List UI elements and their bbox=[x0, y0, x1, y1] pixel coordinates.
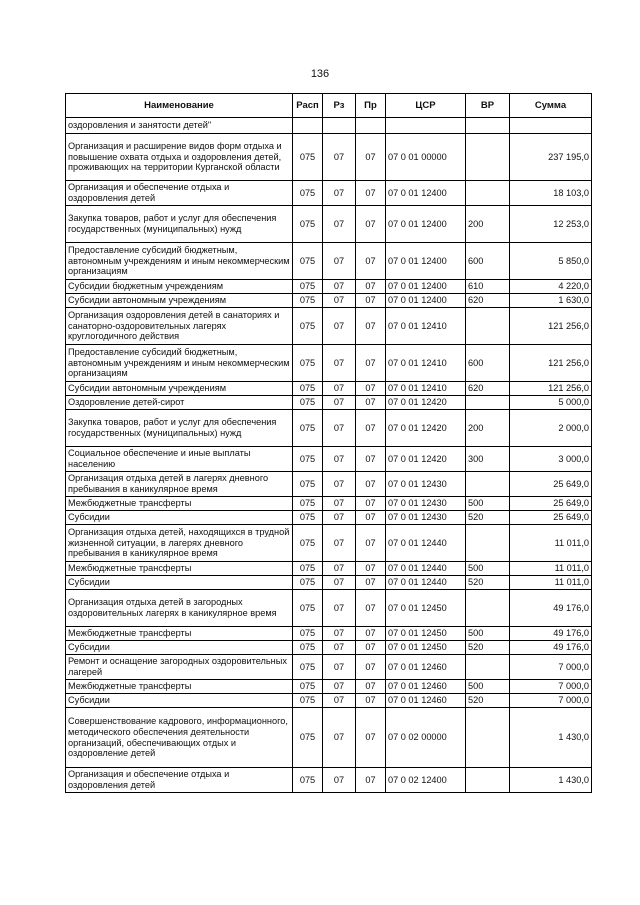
cell-pr: 07 bbox=[356, 694, 386, 708]
cell-name: Предоставление субсидий бюджетным, автономным учреждениям и иным некоммерческим организациям bbox=[66, 243, 293, 280]
cell-pr: 07 bbox=[356, 308, 386, 345]
cell-csr: 07 0 01 12450 bbox=[386, 641, 466, 655]
cell-vr bbox=[466, 181, 510, 206]
cell-name: Межбюджетные трансферты bbox=[66, 627, 293, 641]
cell-sum: 3 000,0 bbox=[510, 447, 592, 472]
cell-rz: 07 bbox=[323, 382, 356, 396]
cell-sum bbox=[510, 118, 592, 134]
cell-rz: 07 bbox=[323, 708, 356, 768]
cell-sum: 1 630,0 bbox=[510, 294, 592, 308]
cell-sum: 121 256,0 bbox=[510, 308, 592, 345]
cell-vr: 520 bbox=[466, 694, 510, 708]
cell-pr: 07 bbox=[356, 181, 386, 206]
column-header-name: Наименование bbox=[66, 94, 293, 118]
cell-rz: 07 bbox=[323, 525, 356, 562]
cell-rasp: 075 bbox=[293, 590, 323, 627]
cell-name: Ремонт и оснащение загородных оздоровительных лагерей bbox=[66, 655, 293, 680]
cell-rz: 07 bbox=[323, 206, 356, 243]
cell-csr: 07 0 01 12440 bbox=[386, 576, 466, 590]
cell-vr: 500 bbox=[466, 562, 510, 576]
table-row bbox=[66, 655, 592, 680]
cell-pr: 07 bbox=[356, 396, 386, 410]
cell-rz: 07 bbox=[323, 472, 356, 497]
cell-rasp: 075 bbox=[293, 525, 323, 562]
cell-name: Межбюджетные трансферты bbox=[66, 562, 293, 576]
table-row bbox=[66, 768, 592, 793]
table-row bbox=[66, 345, 592, 382]
cell-sum: 2 000,0 bbox=[510, 410, 592, 447]
table-row bbox=[66, 206, 592, 243]
cell-name: Организация отдыха детей в лагерях дневного пребывания в каникулярное время bbox=[66, 472, 293, 497]
table-row bbox=[66, 382, 592, 396]
cell-pr: 07 bbox=[356, 134, 386, 181]
cell-vr: 200 bbox=[466, 410, 510, 447]
cell-rasp: 075 bbox=[293, 134, 323, 181]
cell-name: оздоровления и занятости детей" bbox=[66, 118, 293, 134]
cell-rz: 07 bbox=[323, 308, 356, 345]
cell-sum: 11 011,0 bbox=[510, 525, 592, 562]
cell-sum: 25 649,0 bbox=[510, 472, 592, 497]
cell-sum: 11 011,0 bbox=[510, 576, 592, 590]
cell-name: Организация оздоровления детей в санаториях и санаторно-оздоровительных лагерях круглогодичного действия bbox=[66, 308, 293, 345]
cell-rz: 07 bbox=[323, 655, 356, 680]
table-row bbox=[66, 280, 592, 294]
cell-pr: 07 bbox=[356, 410, 386, 447]
cell-name: Субсидии bbox=[66, 641, 293, 655]
cell-sum: 5 850,0 bbox=[510, 243, 592, 280]
cell-csr: 07 0 01 00000 bbox=[386, 134, 466, 181]
cell-vr bbox=[466, 472, 510, 497]
cell-pr: 07 bbox=[356, 280, 386, 294]
cell-rasp: 075 bbox=[293, 655, 323, 680]
cell-pr: 07 bbox=[356, 768, 386, 793]
cell-sum: 49 176,0 bbox=[510, 590, 592, 627]
table-row bbox=[66, 118, 592, 134]
cell-rz: 07 bbox=[323, 396, 356, 410]
cell-rz: 07 bbox=[323, 497, 356, 511]
cell-csr: 07 0 01 12440 bbox=[386, 562, 466, 576]
cell-rasp: 075 bbox=[293, 472, 323, 497]
cell-pr: 07 bbox=[356, 345, 386, 382]
cell-name: Организация отдыха детей, находящихся в трудной жизненной ситуации, в лагерях дневного пребывания в каникулярное время bbox=[66, 525, 293, 562]
column-header-rasp: Расп bbox=[293, 94, 323, 118]
table-row bbox=[66, 590, 592, 627]
table-row bbox=[66, 708, 592, 768]
cell-name: Предоставление субсидий бюджетным, автономным учреждениям и иным некоммерческим организациям bbox=[66, 345, 293, 382]
cell-sum: 7 000,0 bbox=[510, 680, 592, 694]
cell-rasp bbox=[293, 118, 323, 134]
cell-vr: 610 bbox=[466, 280, 510, 294]
cell-pr: 07 bbox=[356, 511, 386, 525]
table-row bbox=[66, 294, 592, 308]
cell-name: Межбюджетные трансферты bbox=[66, 680, 293, 694]
cell-name: Межбюджетные трансферты bbox=[66, 497, 293, 511]
cell-rasp: 075 bbox=[293, 396, 323, 410]
cell-sum: 25 649,0 bbox=[510, 497, 592, 511]
cell-pr: 07 bbox=[356, 525, 386, 562]
cell-csr: 07 0 01 12400 bbox=[386, 280, 466, 294]
cell-sum: 12 253,0 bbox=[510, 206, 592, 243]
cell-pr: 07 bbox=[356, 562, 386, 576]
column-header-pr: Пр bbox=[356, 94, 386, 118]
cell-rz: 07 bbox=[323, 680, 356, 694]
cell-sum: 49 176,0 bbox=[510, 627, 592, 641]
cell-pr: 07 bbox=[356, 243, 386, 280]
cell-pr: 07 bbox=[356, 294, 386, 308]
cell-vr: 620 bbox=[466, 294, 510, 308]
cell-csr: 07 0 01 12400 bbox=[386, 243, 466, 280]
page-number: 136 bbox=[310, 68, 330, 80]
column-header-csr: ЦСР bbox=[386, 94, 466, 118]
cell-sum: 25 649,0 bbox=[510, 511, 592, 525]
cell-vr: 500 bbox=[466, 680, 510, 694]
cell-csr: 07 0 02 12400 bbox=[386, 768, 466, 793]
table-body bbox=[66, 118, 592, 793]
cell-vr bbox=[466, 396, 510, 410]
cell-rz: 07 bbox=[323, 562, 356, 576]
table-row bbox=[66, 410, 592, 447]
cell-name: Организация и обеспечение отдыха и оздоровления детей bbox=[66, 768, 293, 793]
cell-rasp: 075 bbox=[293, 576, 323, 590]
cell-rasp: 075 bbox=[293, 345, 323, 382]
cell-pr: 07 bbox=[356, 641, 386, 655]
table-row bbox=[66, 680, 592, 694]
cell-vr: 600 bbox=[466, 243, 510, 280]
cell-rasp: 075 bbox=[293, 206, 323, 243]
cell-pr: 07 bbox=[356, 206, 386, 243]
cell-rz: 07 bbox=[323, 627, 356, 641]
table-row bbox=[66, 472, 592, 497]
cell-name: Совершенствование кадрового, информационного, методического обеспечения деятельности организаций, обеспечивающих отдых и оздоровление детей bbox=[66, 708, 293, 768]
table-row bbox=[66, 576, 592, 590]
cell-csr: 07 0 01 12460 bbox=[386, 694, 466, 708]
cell-rasp: 075 bbox=[293, 708, 323, 768]
cell-vr bbox=[466, 525, 510, 562]
cell-rz: 07 bbox=[323, 294, 356, 308]
cell-name: Организация и обеспечение отдыха и оздоровления детей bbox=[66, 181, 293, 206]
cell-sum: 18 103,0 bbox=[510, 181, 592, 206]
cell-name: Субсидии bbox=[66, 694, 293, 708]
cell-rz: 07 bbox=[323, 641, 356, 655]
cell-rz: 07 bbox=[323, 447, 356, 472]
cell-rasp: 075 bbox=[293, 562, 323, 576]
cell-rz: 07 bbox=[323, 694, 356, 708]
cell-pr: 07 bbox=[356, 497, 386, 511]
cell-rz: 07 bbox=[323, 280, 356, 294]
cell-pr: 07 bbox=[356, 382, 386, 396]
table-row bbox=[66, 641, 592, 655]
cell-sum: 11 011,0 bbox=[510, 562, 592, 576]
cell-pr: 07 bbox=[356, 472, 386, 497]
cell-csr: 07 0 01 12420 bbox=[386, 410, 466, 447]
cell-csr: 07 0 01 12400 bbox=[386, 206, 466, 243]
cell-vr bbox=[466, 655, 510, 680]
cell-csr: 07 0 01 12460 bbox=[386, 680, 466, 694]
cell-rasp: 075 bbox=[293, 641, 323, 655]
cell-sum: 121 256,0 bbox=[510, 382, 592, 396]
cell-csr: 07 0 01 12410 bbox=[386, 308, 466, 345]
table-row bbox=[66, 243, 592, 280]
cell-name: Оздоровление детей-сирот bbox=[66, 396, 293, 410]
budget-table bbox=[65, 93, 592, 793]
cell-rasp: 075 bbox=[293, 447, 323, 472]
cell-rz: 07 bbox=[323, 181, 356, 206]
cell-csr: 07 0 01 12410 bbox=[386, 382, 466, 396]
table-row bbox=[66, 511, 592, 525]
cell-rasp: 075 bbox=[293, 511, 323, 525]
cell-rz: 07 bbox=[323, 134, 356, 181]
cell-name: Закупка товаров, работ и услуг для обеспечения государственных (муниципальных) нужд bbox=[66, 206, 293, 243]
column-header-sum: Сумма bbox=[510, 94, 592, 118]
cell-csr: 07 0 01 12440 bbox=[386, 525, 466, 562]
cell-vr bbox=[466, 308, 510, 345]
cell-rasp: 075 bbox=[293, 308, 323, 345]
cell-name: Социальное обеспечение и иные выплаты населению bbox=[66, 447, 293, 472]
cell-rasp: 075 bbox=[293, 497, 323, 511]
cell-pr: 07 bbox=[356, 655, 386, 680]
cell-sum: 1 430,0 bbox=[510, 768, 592, 793]
cell-sum: 7 000,0 bbox=[510, 655, 592, 680]
cell-rz: 07 bbox=[323, 345, 356, 382]
cell-csr: 07 0 01 12420 bbox=[386, 447, 466, 472]
cell-rasp: 075 bbox=[293, 280, 323, 294]
table-row bbox=[66, 396, 592, 410]
cell-rasp: 075 bbox=[293, 694, 323, 708]
cell-rasp: 075 bbox=[293, 410, 323, 447]
cell-name: Субсидии bbox=[66, 576, 293, 590]
cell-pr: 07 bbox=[356, 680, 386, 694]
cell-rasp: 075 bbox=[293, 181, 323, 206]
cell-csr: 07 0 01 12430 bbox=[386, 511, 466, 525]
cell-name: Субсидии автономным учреждениям bbox=[66, 382, 293, 396]
cell-csr bbox=[386, 118, 466, 134]
cell-vr bbox=[466, 134, 510, 181]
cell-csr: 07 0 01 12430 bbox=[386, 472, 466, 497]
cell-sum: 4 220,0 bbox=[510, 280, 592, 294]
cell-rz: 07 bbox=[323, 410, 356, 447]
cell-csr: 07 0 01 12410 bbox=[386, 345, 466, 382]
cell-csr: 07 0 01 12460 bbox=[386, 655, 466, 680]
cell-rasp: 075 bbox=[293, 680, 323, 694]
cell-vr: 520 bbox=[466, 511, 510, 525]
column-header-rz: Рз bbox=[323, 94, 356, 118]
table-row bbox=[66, 694, 592, 708]
cell-sum: 1 430,0 bbox=[510, 708, 592, 768]
cell-vr: 520 bbox=[466, 641, 510, 655]
cell-name: Субсидии автономным учреждениям bbox=[66, 294, 293, 308]
cell-pr: 07 bbox=[356, 708, 386, 768]
cell-vr bbox=[466, 590, 510, 627]
cell-vr: 200 bbox=[466, 206, 510, 243]
cell-rz: 07 bbox=[323, 590, 356, 627]
cell-vr: 520 bbox=[466, 576, 510, 590]
cell-pr: 07 bbox=[356, 447, 386, 472]
cell-csr: 07 0 01 12400 bbox=[386, 181, 466, 206]
cell-pr: 07 bbox=[356, 590, 386, 627]
cell-rasp: 075 bbox=[293, 294, 323, 308]
table-row bbox=[66, 497, 592, 511]
table-row bbox=[66, 627, 592, 641]
cell-vr bbox=[466, 768, 510, 793]
cell-vr: 500 bbox=[466, 497, 510, 511]
cell-csr: 07 0 02 00000 bbox=[386, 708, 466, 768]
cell-rz bbox=[323, 118, 356, 134]
cell-csr: 07 0 01 12450 bbox=[386, 627, 466, 641]
cell-vr: 620 bbox=[466, 382, 510, 396]
cell-name: Организация отдыха детей в загородных оздоровительных лагерях в каникулярное время bbox=[66, 590, 293, 627]
table-row bbox=[66, 308, 592, 345]
cell-pr: 07 bbox=[356, 576, 386, 590]
cell-rasp: 075 bbox=[293, 768, 323, 793]
cell-rz: 07 bbox=[323, 576, 356, 590]
cell-rasp: 075 bbox=[293, 627, 323, 641]
cell-sum: 237 195,0 bbox=[510, 134, 592, 181]
table-row bbox=[66, 447, 592, 472]
cell-sum: 49 176,0 bbox=[510, 641, 592, 655]
cell-rz: 07 bbox=[323, 768, 356, 793]
cell-sum: 5 000,0 bbox=[510, 396, 592, 410]
cell-csr: 07 0 01 12430 bbox=[386, 497, 466, 511]
cell-rasp: 075 bbox=[293, 243, 323, 280]
cell-rz: 07 bbox=[323, 511, 356, 525]
cell-vr: 500 bbox=[466, 627, 510, 641]
table-row bbox=[66, 562, 592, 576]
cell-vr bbox=[466, 118, 510, 134]
cell-name: Закупка товаров, работ и услуг для обеспечения государственных (муниципальных) нужд bbox=[66, 410, 293, 447]
cell-pr: 07 bbox=[356, 627, 386, 641]
column-header-vr: ВР bbox=[466, 94, 510, 118]
cell-rasp: 075 bbox=[293, 382, 323, 396]
cell-name: Субсидии bbox=[66, 511, 293, 525]
cell-name: Организация и расширение видов форм отдыха и повышение охвата отдыха и оздоровления детей, проживающих на территории Курганской области bbox=[66, 134, 293, 181]
cell-vr: 300 bbox=[466, 447, 510, 472]
cell-csr: 07 0 01 12450 bbox=[386, 590, 466, 627]
cell-csr: 07 0 01 12400 bbox=[386, 294, 466, 308]
cell-vr bbox=[466, 708, 510, 768]
table-row bbox=[66, 134, 592, 181]
cell-sum: 121 256,0 bbox=[510, 345, 592, 382]
cell-sum: 7 000,0 bbox=[510, 694, 592, 708]
cell-name: Субсидии бюджетным учреждениям bbox=[66, 280, 293, 294]
table-row bbox=[66, 181, 592, 206]
table-row bbox=[66, 525, 592, 562]
cell-vr: 600 bbox=[466, 345, 510, 382]
cell-pr bbox=[356, 118, 386, 134]
cell-csr: 07 0 01 12420 bbox=[386, 396, 466, 410]
cell-rz: 07 bbox=[323, 243, 356, 280]
table-header-row bbox=[66, 94, 592, 118]
